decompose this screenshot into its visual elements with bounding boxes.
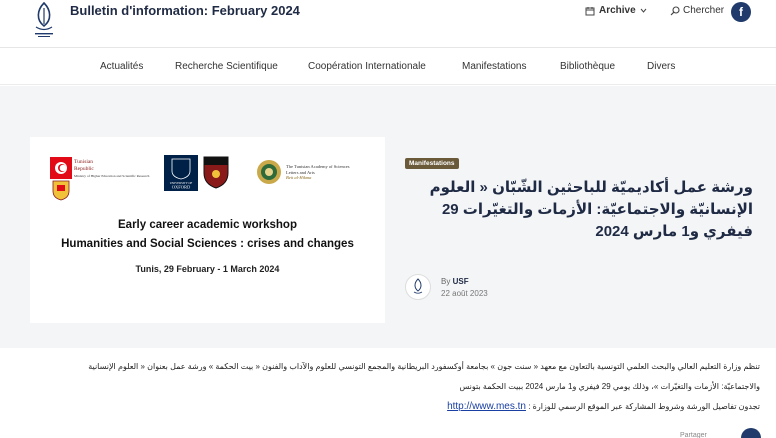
search-label: Chercher: [683, 5, 725, 16]
nav-item-actualites[interactable]: Actualités: [100, 61, 144, 72]
archive-menu[interactable]: [585, 5, 647, 16]
author-avatar[interactable]: [405, 274, 431, 300]
body-paragraph-2: والاجتماعيّة: الأزمات والتغيّرات »، وذلك يومي 29 فيفري و1 مارس 2024 ببيت الحكمة بتونس: [459, 382, 760, 391]
category-badge[interactable]: Manifestations: [405, 158, 459, 169]
oxford-line1: UNIVERSITY OF: [169, 181, 193, 185]
facebook-glyph: f: [739, 5, 743, 19]
site-header: [0, 0, 776, 48]
academy-line1: The Tunisian Academy of Sciences: [286, 164, 350, 169]
body-paragraph-3-text: تجدون تفاصيل الورشة وشروط المشاركة عبر الموقع الرسمي للوزارة :: [528, 402, 760, 411]
search-button[interactable]: [670, 5, 724, 16]
article-title: ورشة عمل أكاديميّة للباحثين الشّبّان « العلوم الإنسانيّة والاجتماعيّة: الأزمات والتغيّرات 29 فيفري و1 مارس 2024: [429, 179, 753, 240]
banner-date: Tunis, 29 February - 1 March 2024: [135, 264, 280, 274]
author-byline: [441, 277, 469, 286]
tunisia-line1: Tunisian: [74, 159, 94, 165]
st-johns-shield-icon: [202, 155, 230, 189]
body-paragraph-3: [30, 401, 760, 412]
oxford-line2: OXFORD: [171, 184, 191, 190]
banner-title-line1: Early career academic workshop: [118, 219, 297, 231]
archive-label: Archive: [599, 5, 636, 16]
event-banner-image[interactable]: [30, 137, 385, 323]
tunisia-coat-of-arms-icon: [50, 179, 72, 201]
nav-item-recherche[interactable]: Recherche Scientifique: [175, 61, 278, 72]
main-nav: [0, 49, 776, 85]
university-logo-icon: [411, 278, 425, 296]
author-prefix: By: [441, 277, 451, 286]
tunisia-ministry-text: [74, 159, 149, 178]
tunisia-flag-icon: [50, 157, 72, 179]
article-hero: [0, 86, 776, 348]
banner-title-line2: Humanities and Social Sciences : crises and changes: [61, 238, 354, 250]
nav-item-cooperation[interactable]: Coopération Internationale: [308, 61, 426, 72]
university-logo-icon[interactable]: [30, 0, 58, 40]
facebook-icon[interactable]: [731, 2, 751, 22]
nav-item-manifestations[interactable]: Manifestations: [462, 61, 527, 72]
publish-date: 22 août 2023: [441, 289, 488, 298]
tunisia-line2: Republic: [74, 165, 94, 172]
nav-item-bibliotheque[interactable]: Bibliothèque: [560, 61, 616, 72]
site-title[interactable]: Bulletin d'information: February 2024: [70, 3, 300, 18]
facebook-share-icon[interactable]: [741, 428, 761, 438]
calendar-icon: [585, 6, 595, 16]
academy-line2: Letters and Arts: [286, 169, 315, 175]
nav-item-divers[interactable]: Divers: [647, 61, 676, 72]
oxford-logo-icon: [164, 155, 198, 191]
search-icon: [670, 6, 680, 16]
share-label: Partager: [680, 432, 707, 438]
author-name[interactable]: USF: [452, 277, 469, 286]
tunisian-academy-text: [286, 164, 350, 181]
academy-sub: Beit al-Hikma: [286, 175, 312, 181]
tunisian-academy-seal-icon: [256, 159, 282, 185]
article-body: [0, 348, 776, 438]
chevron-down-icon: [640, 7, 647, 14]
tunisia-sub: Ministry of Higher Education and Scientific Research: [74, 174, 150, 179]
body-paragraph-1: تنظم وزارة التعليم العالي والبحث العلمي التونسية بالتعاون مع معهد « سنت جون » بجامعة أوكسفورد البريطانية والمجمع التونسي للعلوم والآداب والفنون « بيت الحكمة » ورشة عمل بعنوان « العلوم الإنسانية: [88, 362, 760, 371]
ministry-link[interactable]: http://www.mes.tn: [447, 401, 526, 412]
